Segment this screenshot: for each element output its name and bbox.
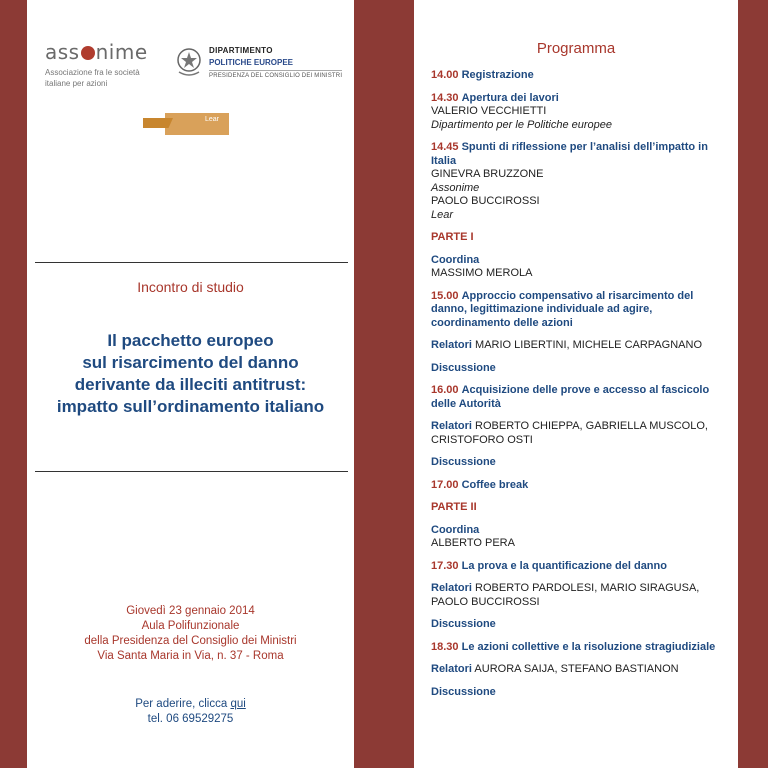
event-address: Via Santa Maria in Via, n. 37 - Roma [97,650,284,662]
program-item: 18.30 Le azioni collettive e la risoluzione stragiudiziale [431,640,716,653]
part-header: PARTE I [431,231,474,243]
assonime-tagline: Associazione fra le società italiane per azioni [45,68,140,88]
divider-bottom [35,471,348,472]
phone-number: tel. 06 69529275 [147,713,234,725]
divider-top [35,262,348,263]
program-heading: Programma [536,40,616,57]
speakers-row: Relatori AURORA SAIJA, STEFANO BASTIANON [431,663,679,675]
assonime-dot-icon [81,46,95,60]
discussion-row: Discussione [431,456,496,468]
event-host: della Presidenza del Consiglio dei Ministri [84,635,297,647]
event-type: Incontro di studio [137,279,244,295]
assonime-wordmark: ass nime [45,40,148,64]
program-item: 17.30 La prova e la quantificazione del danno [431,559,667,572]
left-border [0,0,27,768]
program-item: 14.00 Registrazione [431,69,534,81]
event-title: Il pacchetto europeo sul risarcimento del danno derivante da illeciti antitrust: impatto sull’ordinamento italiano [56,331,325,416]
coordinator-block: Coordina MASSIMO MEROLA [431,253,533,279]
right-border [738,0,768,768]
event-room: Aula Polifunzionale [141,620,240,632]
lear-arrow-icon [143,118,173,128]
program-item: 15.00 Approccio compensativo al risarcimento del danno, legittimazione individuale ad agire, coordinamento delle azioni [431,289,694,329]
program-item: 14.45 Spunti di riflessione per l’analisi dell’impatto in Italia GINEVRA BRUZZONE Assonime PAOLO BUCCIROSSI Lear [431,141,708,221]
program-item: 14.30 Apertura dei lavori VALERIO VECCHIETTI Dipartimento per le Politiche europee [431,91,612,131]
center-fold [354,0,414,768]
discussion-row: Discussione [431,618,496,630]
dip-line2: POLITICHE EUROPEE [209,58,294,67]
italian-emblem-icon [175,46,203,78]
program-list [431,69,731,708]
registration-info: Per aderire, clicca qui tel. 06 69529275 [27,697,354,727]
speakers-row: Relatori ROBERTO CHIEPPA, GABRIELLA MUSCOLO, CRISTOFORO OSTI [431,420,708,446]
part-header: PARTE II [431,501,477,513]
program-panel [414,0,738,768]
program-item: 17.00 Coffee break [431,478,529,491]
cover-panel [27,0,354,768]
program-item: 16.00 Acquisizione delle prove e accesso al fascicolo delle Autorità [431,384,710,410]
register-link[interactable]: qui [230,698,246,710]
dipartimento-logo [175,46,342,79]
speakers-row: Relatori ROBERTO PARDOLESI, MARIO SIRAGUSA, PAOLO BUCCIROSSI [431,582,700,608]
speakers-row: Relatori MARIO LIBERTINI, MICHELE CARPAGNANO [431,339,702,351]
lear-logo: Lear [143,110,233,140]
event-details [27,604,354,664]
dip-line3: PRESIDENZA DEL CONSIGLIO DEI MINISTRI [209,70,342,79]
discussion-row: Discussione [431,361,496,374]
coordinator-block: Coordina ALBERTO PERA [431,523,515,549]
dip-line1: DIPARTIMENTO [209,46,273,55]
event-date: Giovedì 23 gennaio 2014 [126,605,255,617]
discussion-row: Discussione [431,685,496,698]
assonime-logo [45,40,148,89]
